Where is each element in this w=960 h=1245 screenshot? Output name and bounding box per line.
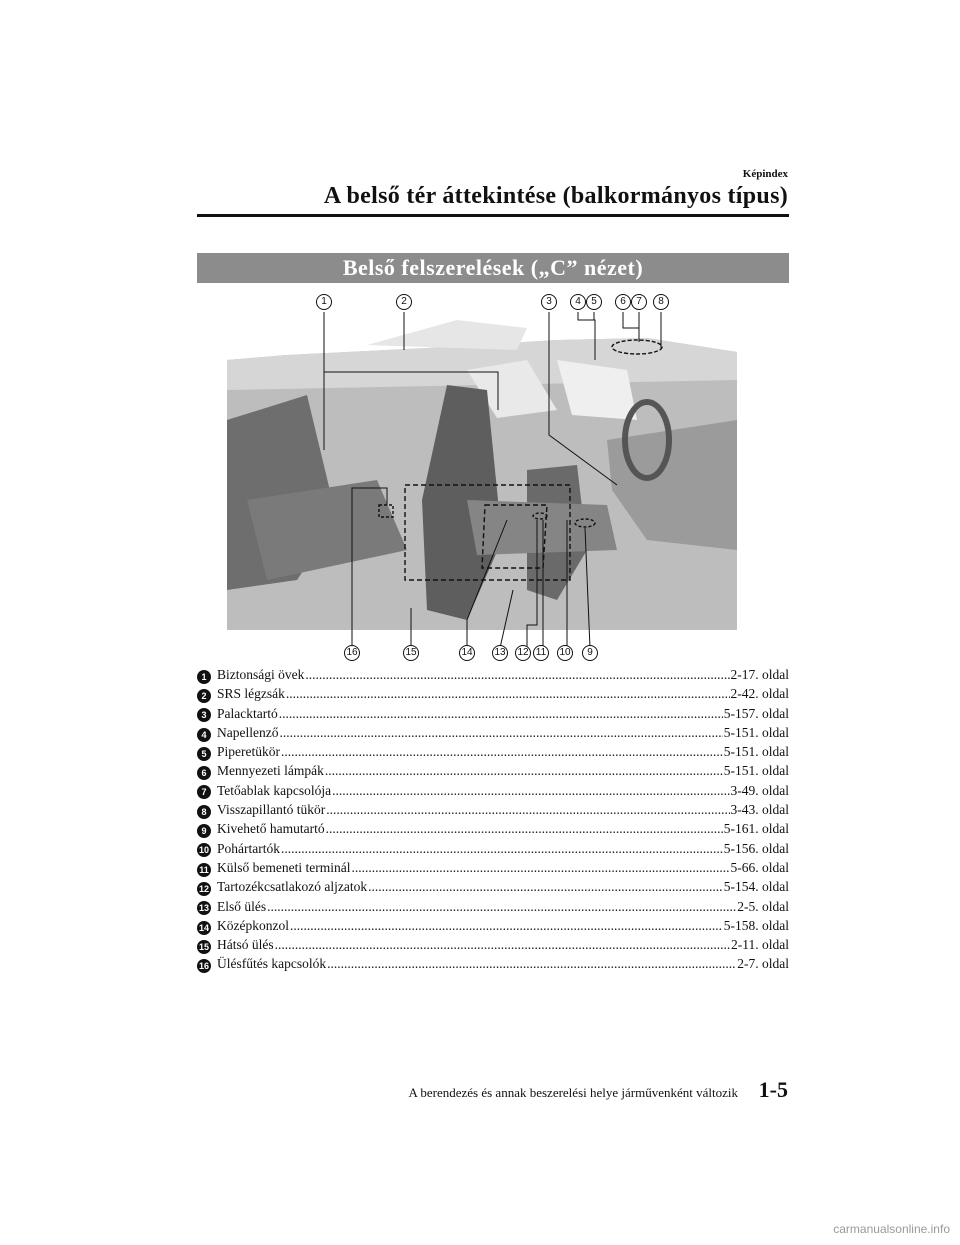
- callout-2: 2: [396, 294, 412, 310]
- legend-number: 1: [197, 670, 211, 684]
- legend-page-ref: 5-151. oldal: [723, 744, 789, 760]
- legend-item[interactable]: [197, 841, 789, 860]
- legend-number: 7: [197, 785, 211, 799]
- legend-label: Pohártartók: [217, 840, 280, 856]
- legend-label: Kivehető hamutartó: [217, 821, 325, 837]
- legend-label: SRS légzsák: [217, 686, 285, 702]
- legend-number: 10: [198, 845, 209, 856]
- legend-page-ref: 5-151. oldal: [723, 724, 789, 740]
- legend-label: Ülésfűtés kapcsolók: [217, 956, 327, 972]
- legend-label: Visszapillantó tükör: [217, 802, 326, 818]
- legend-item[interactable]: [197, 802, 789, 821]
- legend-number: 9: [197, 824, 211, 838]
- legend-item[interactable]: [197, 725, 789, 744]
- legend-label: Biztonsági övek: [217, 667, 305, 682]
- legend-page-ref: 2-5. oldal: [737, 898, 789, 914]
- footer-page-number: 1-5: [758, 1077, 788, 1102]
- callout-7: 7: [631, 294, 647, 310]
- legend-item[interactable]: [197, 821, 789, 840]
- legend-item[interactable]: [197, 860, 789, 879]
- legend-label: Tetőablak kapcsolója: [217, 782, 332, 798]
- watermark[interactable]: carmanualsonline.info: [833, 1222, 950, 1236]
- callout-9: 9: [582, 645, 598, 661]
- leader-dots: [275, 937, 730, 953]
- leader-dots: [325, 763, 723, 779]
- legend-page-ref: 3-43. oldal: [730, 802, 789, 818]
- legend-number: 13: [198, 903, 209, 914]
- legend-number: 16: [198, 961, 209, 972]
- car-interior-drawing: [227, 290, 737, 662]
- legend-label: Piperetükör: [217, 744, 280, 760]
- callout-12: 12: [515, 645, 531, 661]
- legend-item[interactable]: [197, 763, 789, 782]
- legend-page-ref: 5-158. oldal: [723, 917, 789, 933]
- leader-dots: [279, 706, 723, 722]
- leader-dots: [281, 841, 723, 857]
- callout-5: 5: [586, 294, 602, 310]
- page-title: A belső tér áttekintése (balkormányos típus): [323, 183, 788, 209]
- leader-dots: [351, 860, 729, 876]
- callout-8: 8: [653, 294, 669, 310]
- legend-page-ref: 5-156. oldal: [723, 840, 789, 856]
- legend-list: [197, 667, 789, 976]
- callout-13: 13: [492, 645, 508, 661]
- section-banner: [197, 253, 789, 283]
- legend-page-ref: 5-66. oldal: [730, 859, 789, 875]
- interior-illustration: [227, 290, 737, 662]
- legend-item[interactable]: [197, 744, 789, 763]
- legend-item[interactable]: [197, 706, 789, 725]
- callout-11: 11: [533, 645, 549, 661]
- legend-page-ref: 5-161. oldal: [723, 821, 789, 837]
- legend-page-ref: 2-42. oldal: [730, 686, 789, 702]
- legend-label: Hátsó ülés: [217, 937, 274, 953]
- callout-15: 15: [403, 645, 419, 661]
- leader-dots: [279, 725, 722, 741]
- section-label: Képindex: [742, 168, 788, 180]
- leader-dots: [305, 667, 729, 683]
- callout-4: 4: [570, 294, 586, 310]
- legend-page-ref: 2-17. oldal: [730, 667, 789, 682]
- title-rule: [197, 214, 789, 217]
- legend-number: 12: [198, 883, 209, 894]
- leader-dots: [290, 918, 723, 934]
- legend-label: Külső bemeneti terminál: [217, 859, 351, 875]
- legend-item[interactable]: [197, 937, 789, 956]
- callout-3: 3: [541, 294, 557, 310]
- legend-item[interactable]: [197, 667, 789, 686]
- leader-dots: [327, 956, 736, 972]
- callout-6: 6: [615, 294, 631, 310]
- legend-page-ref: 2-7. oldal: [737, 956, 789, 972]
- legend-page-ref: 5-151. oldal: [723, 763, 789, 779]
- leader-dots: [326, 821, 723, 837]
- legend-number: 2: [197, 689, 211, 703]
- legend-item[interactable]: [197, 686, 789, 705]
- legend-number: 3: [197, 708, 211, 722]
- callout-1: 1: [316, 294, 332, 310]
- footer-note: A berendezés és annak beszerelési helye járművenként változik: [408, 1085, 738, 1100]
- leader-dots: [281, 744, 723, 760]
- banner-text: Belső felszerelések („C” nézet): [342, 255, 644, 280]
- legend-number: 15: [198, 941, 209, 952]
- legend-number: 8: [197, 805, 211, 819]
- legend-item[interactable]: [197, 783, 789, 802]
- legend-page-ref: 5-157. oldal: [723, 705, 789, 721]
- legend-item[interactable]: [197, 918, 789, 937]
- callout-10: 10: [557, 645, 573, 661]
- legend-item[interactable]: [197, 879, 789, 898]
- legend-item[interactable]: [197, 956, 789, 975]
- legend-number: 6: [197, 766, 211, 780]
- legend-label: Napellenző: [217, 724, 279, 740]
- leader-dots: [368, 879, 723, 895]
- legend-item[interactable]: [197, 899, 789, 918]
- callout-14: 14: [459, 645, 475, 661]
- leader-dots: [332, 783, 729, 799]
- legend-label: Tartozékcsatlakozó aljzatok: [217, 879, 368, 895]
- legend-number: 11: [197, 863, 211, 877]
- leader-dots: [326, 802, 729, 818]
- legend-number: 14: [198, 922, 209, 933]
- legend-page-ref: 2-11. oldal: [731, 937, 789, 953]
- callout-16: 16: [344, 645, 360, 661]
- legend-number: 5: [197, 747, 211, 761]
- legend-label: Első ülés: [217, 898, 267, 914]
- leader-dots: [286, 686, 730, 702]
- legend-page-ref: 5-154. oldal: [723, 879, 789, 895]
- legend-page-ref: 3-49. oldal: [730, 782, 789, 798]
- leader-dots: [267, 899, 736, 915]
- legend-label: Palacktartó: [217, 705, 278, 721]
- legend-number: 4: [197, 728, 211, 742]
- legend-label: Középkonzol: [217, 917, 289, 933]
- legend-label: Mennyezeti lámpák: [217, 763, 324, 779]
